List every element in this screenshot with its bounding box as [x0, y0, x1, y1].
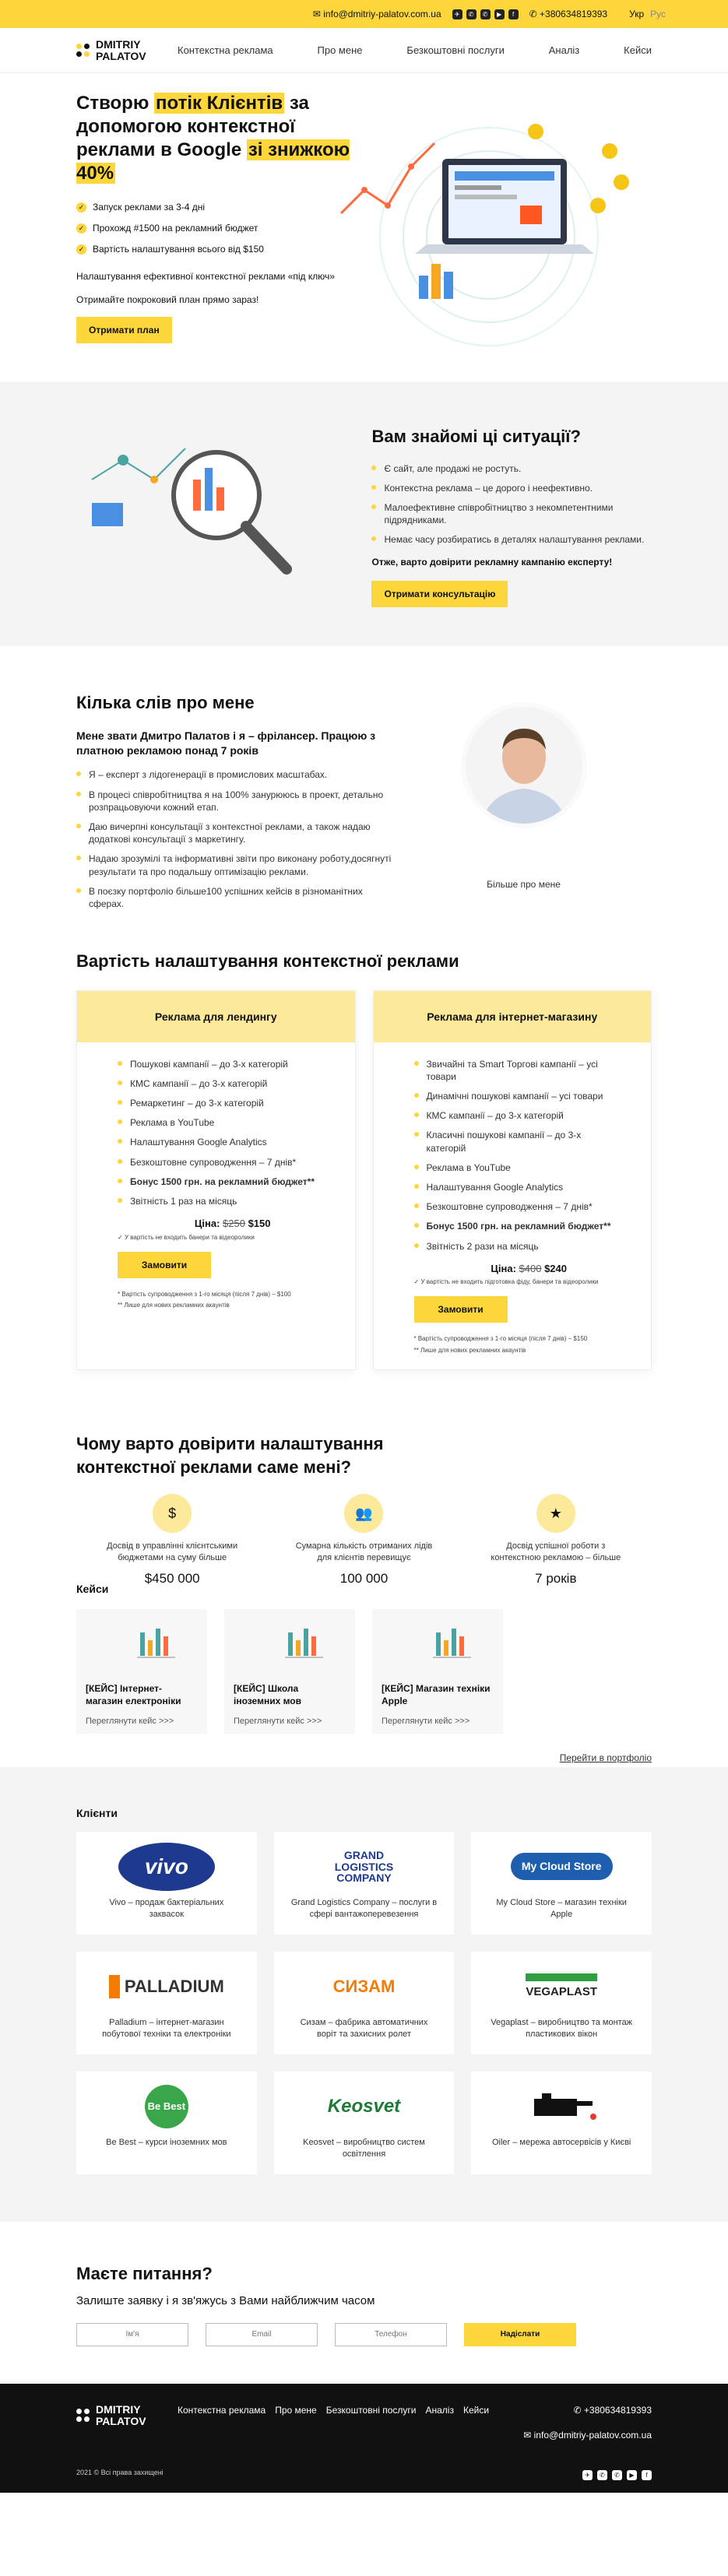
- situations-conclusion: Отже, варто довірити рекламну кампанію експерту!: [371, 556, 613, 568]
- portfolio-link[interactable]: Перейти в портфоліо: [559, 1752, 652, 1763]
- nav-analysis[interactable]: Аналіз: [548, 44, 580, 56]
- list-item: Малоефективне співробітництво з некомпетентними підрядниками.: [371, 501, 652, 526]
- list-item: Є сайт, але продажі не ростуть.: [371, 462, 652, 475]
- client-card: Oiler – мережа автосервісів у Києві: [471, 2072, 652, 2174]
- footer-nav-analysis[interactable]: Аналіз: [425, 2405, 454, 2416]
- case-chart-icon: [86, 1617, 198, 1673]
- hero: [0, 73, 728, 381]
- list-item: Налаштування Google Analytics: [414, 1181, 614, 1193]
- telegram-icon[interactable]: ✈: [452, 9, 462, 19]
- about-title: Кілька слів про мене: [76, 693, 255, 712]
- list-item: Безкоштовне супроводження – 7 днів*: [414, 1200, 614, 1213]
- why-title: Чому варто довірити налаштування контекстної реклами саме мені?: [76, 1434, 384, 1477]
- money-hand-icon: $: [153, 1494, 192, 1533]
- footer-nav-context-ads[interactable]: Контекстна реклама: [178, 2405, 266, 2416]
- client-card: PALLADIUM Palladium – інтернет-магазин побутової техніки та електроніки: [76, 1952, 257, 2054]
- footnote: ** Лише для нових рекламних акаунтів: [118, 1302, 230, 1309]
- whatsapp-icon[interactable]: ✆: [612, 2470, 622, 2480]
- list-item: Звітність 1 раз на місяць: [118, 1195, 318, 1207]
- main-nav: [178, 44, 652, 58]
- client-logo: СИЗАМ: [332, 1977, 396, 1997]
- list-item: В процесі співробітництва я на 100% занурююсь в проект, детально розпрацьовуючи кожний етап.: [76, 789, 396, 814]
- client-card: vivo Vivo – продаж бактеріальних заквасок: [76, 1832, 257, 1935]
- nav-cases[interactable]: Кейси: [624, 44, 652, 56]
- list-item: Я – експерт з лідогенерації в промислових масштабах.: [76, 768, 396, 781]
- list-item: Пошукові кампанії – до 3-х категорій: [118, 1058, 318, 1070]
- clients-section: [0, 1767, 728, 2222]
- about-list: [76, 768, 396, 910]
- stat-experience: ★ Досвід успішної роботи з контекстною рекламою – більше 7 років: [460, 1494, 652, 1588]
- client-logo: Keosvet: [327, 2095, 401, 2117]
- footer-nav-free-services[interactable]: Безкоштовні послуги: [325, 2405, 417, 2416]
- why-section: [0, 1393, 728, 1587]
- check-icon: ✓: [76, 202, 86, 213]
- telegram-icon[interactable]: ✈: [582, 2470, 593, 2480]
- case-card[interactable]: [КЕЙС] Інтернет-магазин електроніки Переглянути кейс >>>: [76, 1609, 207, 1734]
- youtube-icon[interactable]: ▶: [494, 9, 505, 19]
- youtube-icon[interactable]: ▶: [627, 2470, 637, 2480]
- phone-link[interactable]: ✆ +380634819393: [529, 8, 608, 19]
- list-item: Контекстна реклама – це дорого і неефективно.: [371, 482, 652, 494]
- list-item: Налаштування Google Analytics: [118, 1136, 318, 1148]
- list-item: Реклама в YouTube: [414, 1161, 614, 1174]
- situations-section: [0, 381, 728, 646]
- clients-title: Клієнти: [76, 1807, 118, 1819]
- logo-dots-icon: [76, 44, 90, 57]
- footer-nav: [178, 2404, 489, 2416]
- client-logo: VEGAPLAST: [471, 1963, 652, 2011]
- whatsapp-icon[interactable]: ✆: [480, 9, 491, 19]
- list-item: Ремаркетинг – до 3-х категорій: [118, 1097, 318, 1109]
- list-item: Надаю зрозумілі та інформативні звіти про виконану роботу,досягнуті результати та про подальшу оптимізацію реклами.: [76, 852, 396, 877]
- list-item: Безкоштовне супроводження – 7 днів*: [118, 1156, 318, 1169]
- submit-button[interactable]: Надіслати: [464, 2323, 576, 2346]
- facebook-icon[interactable]: f: [508, 9, 519, 19]
- client-card: My Cloud Store My Cloud Store – магазин техніки Apple: [471, 1832, 652, 1935]
- client-logo: GRAND LOGISTICS COMPANY: [334, 1848, 394, 1885]
- client-logo: PALLADIUM: [76, 1963, 257, 2011]
- list-item: Звітність 2 рази на місяць: [414, 1240, 614, 1253]
- hero-text: Налаштування ефективної контекстної реклами «під ключ»: [76, 270, 335, 282]
- footnote: * Вартість супроводження з 1-го місяця (після 7 днів) – $150: [413, 1335, 588, 1343]
- view-case-link[interactable]: Переглянути кейс >>>: [86, 1717, 174, 1727]
- client-logo: My Cloud Store: [471, 1843, 652, 1891]
- footer-phone[interactable]: ✆ +380634819393: [573, 2405, 652, 2416]
- star-badge-icon: ★: [536, 1494, 575, 1533]
- logo-dots-icon: [76, 2409, 90, 2422]
- author-photo: [466, 707, 582, 824]
- cases-title: Кейси: [76, 1583, 109, 1595]
- list-item: КМС кампанії – до 3-х категорій: [118, 1077, 318, 1090]
- price-note: ✓ У вартість не входить банери та відеоролики: [118, 1233, 255, 1241]
- footer: [0, 2384, 728, 2493]
- about-section: [0, 646, 728, 919]
- check-icon: ✓: [76, 244, 86, 255]
- users-icon: 👥: [344, 1494, 383, 1533]
- copyright: 2021 © Всі права захищені: [76, 2468, 164, 2476]
- pricing-card-shop: [373, 990, 652, 1370]
- name-input[interactable]: [76, 2323, 188, 2346]
- case-chart-icon: [234, 1617, 346, 1673]
- list-item: ✓ Вартість налаштування всього від $150: [76, 243, 357, 255]
- contact-title: Маєте питання?: [76, 2264, 213, 2283]
- view-case-link[interactable]: Переглянути кейс >>>: [234, 1717, 322, 1727]
- social-links: [452, 9, 519, 19]
- view-case-link[interactable]: Переглянути кейс >>>: [382, 1717, 470, 1727]
- logo[interactable]: DMITRIY PALATOV: [76, 39, 178, 62]
- pricing-title: Вартість налаштування контекстної реклами: [76, 951, 459, 971]
- client-card: Be Best Be Best – курси іноземних мов: [76, 2072, 257, 2174]
- footnote: * Вартість супроводження з 1-го місяця (після 7 днів) – $100: [118, 1290, 291, 1298]
- contact-subtitle: Залиште заявку і я зв'яжусь з Вами найближчим часом: [76, 2293, 375, 2307]
- price: Ціна: $400 $240: [491, 1262, 567, 1274]
- cases-section: [0, 1582, 728, 1767]
- client-card: GRAND LOGISTICS COMPANY Grand Logistics Company – послуги в сфері вантажоперевезення: [274, 1832, 455, 1935]
- card-title: Реклама для лендингу: [77, 991, 355, 1042]
- list-item: ✓ Запуск реклами за 3-4 дні: [76, 201, 357, 213]
- client-card: VEGAPLAST Vegaplast – виробництво та монтаж пластикових вікон: [471, 1952, 652, 2054]
- list-item: Бонус 1500 грн. на рекламний бюджет**: [414, 1220, 614, 1232]
- footer-nav-about[interactable]: Про мене: [275, 2405, 317, 2416]
- card-title: Реклама для інтернет-магазину: [374, 991, 652, 1042]
- pricing-card-landing: [76, 990, 356, 1370]
- list-item: Динамічні пошукові кампанії – усі товари: [414, 1090, 614, 1102]
- list-item: КМС кампанії – до 3-х категорій: [414, 1109, 614, 1122]
- nav-about[interactable]: Про мене: [317, 44, 363, 56]
- order-landing-button[interactable]: Замовити: [118, 1252, 211, 1278]
- list-item: Бонус 1500 грн. на рекламний бюджет**: [118, 1176, 318, 1188]
- footer-social: [582, 2470, 652, 2480]
- lang-rus[interactable]: Рус: [650, 8, 666, 19]
- client-card: СИЗАМ Сизам – фабрика автоматичних воріт та захисних ролет: [274, 1952, 455, 2054]
- list-item: В поєзку портфоліо більше100 успішних кейсів в різноманітних сферах.: [76, 885, 396, 910]
- lang-ukr[interactable]: Укр: [629, 8, 645, 19]
- contact-section: [0, 2222, 728, 2384]
- footnote: ** Лише для нових рекламних акаунтів: [413, 1346, 526, 1354]
- hero-subtext: Отримайте покроковий план прямо зараз!: [76, 293, 259, 305]
- viber-icon[interactable]: ✆: [466, 9, 477, 19]
- get-consultation-button[interactable]: Отримати консультацію: [371, 581, 508, 607]
- hero-title: Створю потік Клієнтів за допомогою контекстної реклами в Google зі знижкою 40%: [76, 93, 350, 184]
- case-card[interactable]: [КЕЙС] Школа іноземних мов Переглянути кейс >>>: [224, 1609, 355, 1734]
- situations-list: [371, 462, 652, 546]
- stat-budget: $ Досвід в управлінні клієнтськими бюджетами на суму більше $450 000: [76, 1494, 268, 1588]
- client-logo: [471, 2082, 652, 2131]
- pricing-section: [0, 919, 728, 1393]
- client-logo: vivo: [76, 1843, 257, 1891]
- magnifier-analytics-illustration: [76, 425, 325, 581]
- language-switch: [629, 8, 666, 20]
- check-icon: ✓: [76, 223, 86, 234]
- list-item: Даю вичерпні консультації з контекстної реклами, а також надаю додаткові консультації з маркетингу.: [76, 821, 396, 845]
- footer-nav-cases[interactable]: Кейси: [462, 2405, 490, 2416]
- contact-form: [76, 2323, 652, 2346]
- list-item: Класичні пошукові кампанії – до 3-х категорій: [414, 1129, 614, 1154]
- client-logo: Be Best: [76, 2082, 257, 2131]
- laptop-growth-illustration: [333, 120, 668, 353]
- hero-checklist: [76, 201, 357, 256]
- client-card: Keosvet Keosvet – виробництво систем освітлення: [274, 2072, 455, 2174]
- list-item: Немає часу розбиратись в деталях налаштування реклами.: [371, 533, 652, 546]
- stat-leads: 👥 Сумарна кількість отриманих лідів для клієнтів перевищує 100 000: [268, 1494, 459, 1588]
- order-shop-button[interactable]: Замовити: [414, 1296, 508, 1323]
- price-note: ✓ У вартість не входить підготовка фіду, банери та відеоролики: [413, 1278, 599, 1286]
- case-chart-icon: [382, 1617, 494, 1673]
- case-card[interactable]: [КЕЙС] Магазин техніки Apple Переглянути кейс >>>: [372, 1609, 503, 1734]
- viber-icon[interactable]: ✆: [597, 2470, 607, 2480]
- top-bar: [0, 0, 728, 28]
- email-link[interactable]: ✉ info@dmitriy-palatov.com.ua: [312, 8, 441, 19]
- footer-logo[interactable]: DMITRIY PALATOV: [76, 2404, 178, 2427]
- footer-email[interactable]: ✉ info@dmitriy-palatov.com.ua: [523, 2430, 652, 2441]
- list-item: Звичайні та Smart Торгові кампанії – усі товари: [414, 1058, 614, 1083]
- about-subtitle: Мене звати Дмитро Палатов і я – фрілансер. Працюю з платною рекламою понад 7 років: [76, 729, 376, 757]
- list-item: ✓ Прохожд #1500 на рекламний бюджет: [76, 222, 357, 234]
- price: Ціна: $250 $150: [194, 1218, 271, 1230]
- email-input[interactable]: [206, 2323, 318, 2346]
- situations-title: Вам знайомі ці ситуації?: [371, 427, 581, 446]
- list-item: Реклама в YouTube: [118, 1116, 318, 1129]
- nav-context-ads[interactable]: Контекстна реклама: [178, 44, 273, 56]
- header: [0, 28, 728, 73]
- more-about-link[interactable]: Більше про мене: [487, 879, 561, 890]
- phone-input[interactable]: [335, 2323, 447, 2346]
- get-plan-button[interactable]: Отримати план: [76, 317, 172, 343]
- facebook-icon[interactable]: f: [642, 2470, 652, 2480]
- nav-free-services[interactable]: Безкоштовні послуги: [406, 44, 505, 56]
